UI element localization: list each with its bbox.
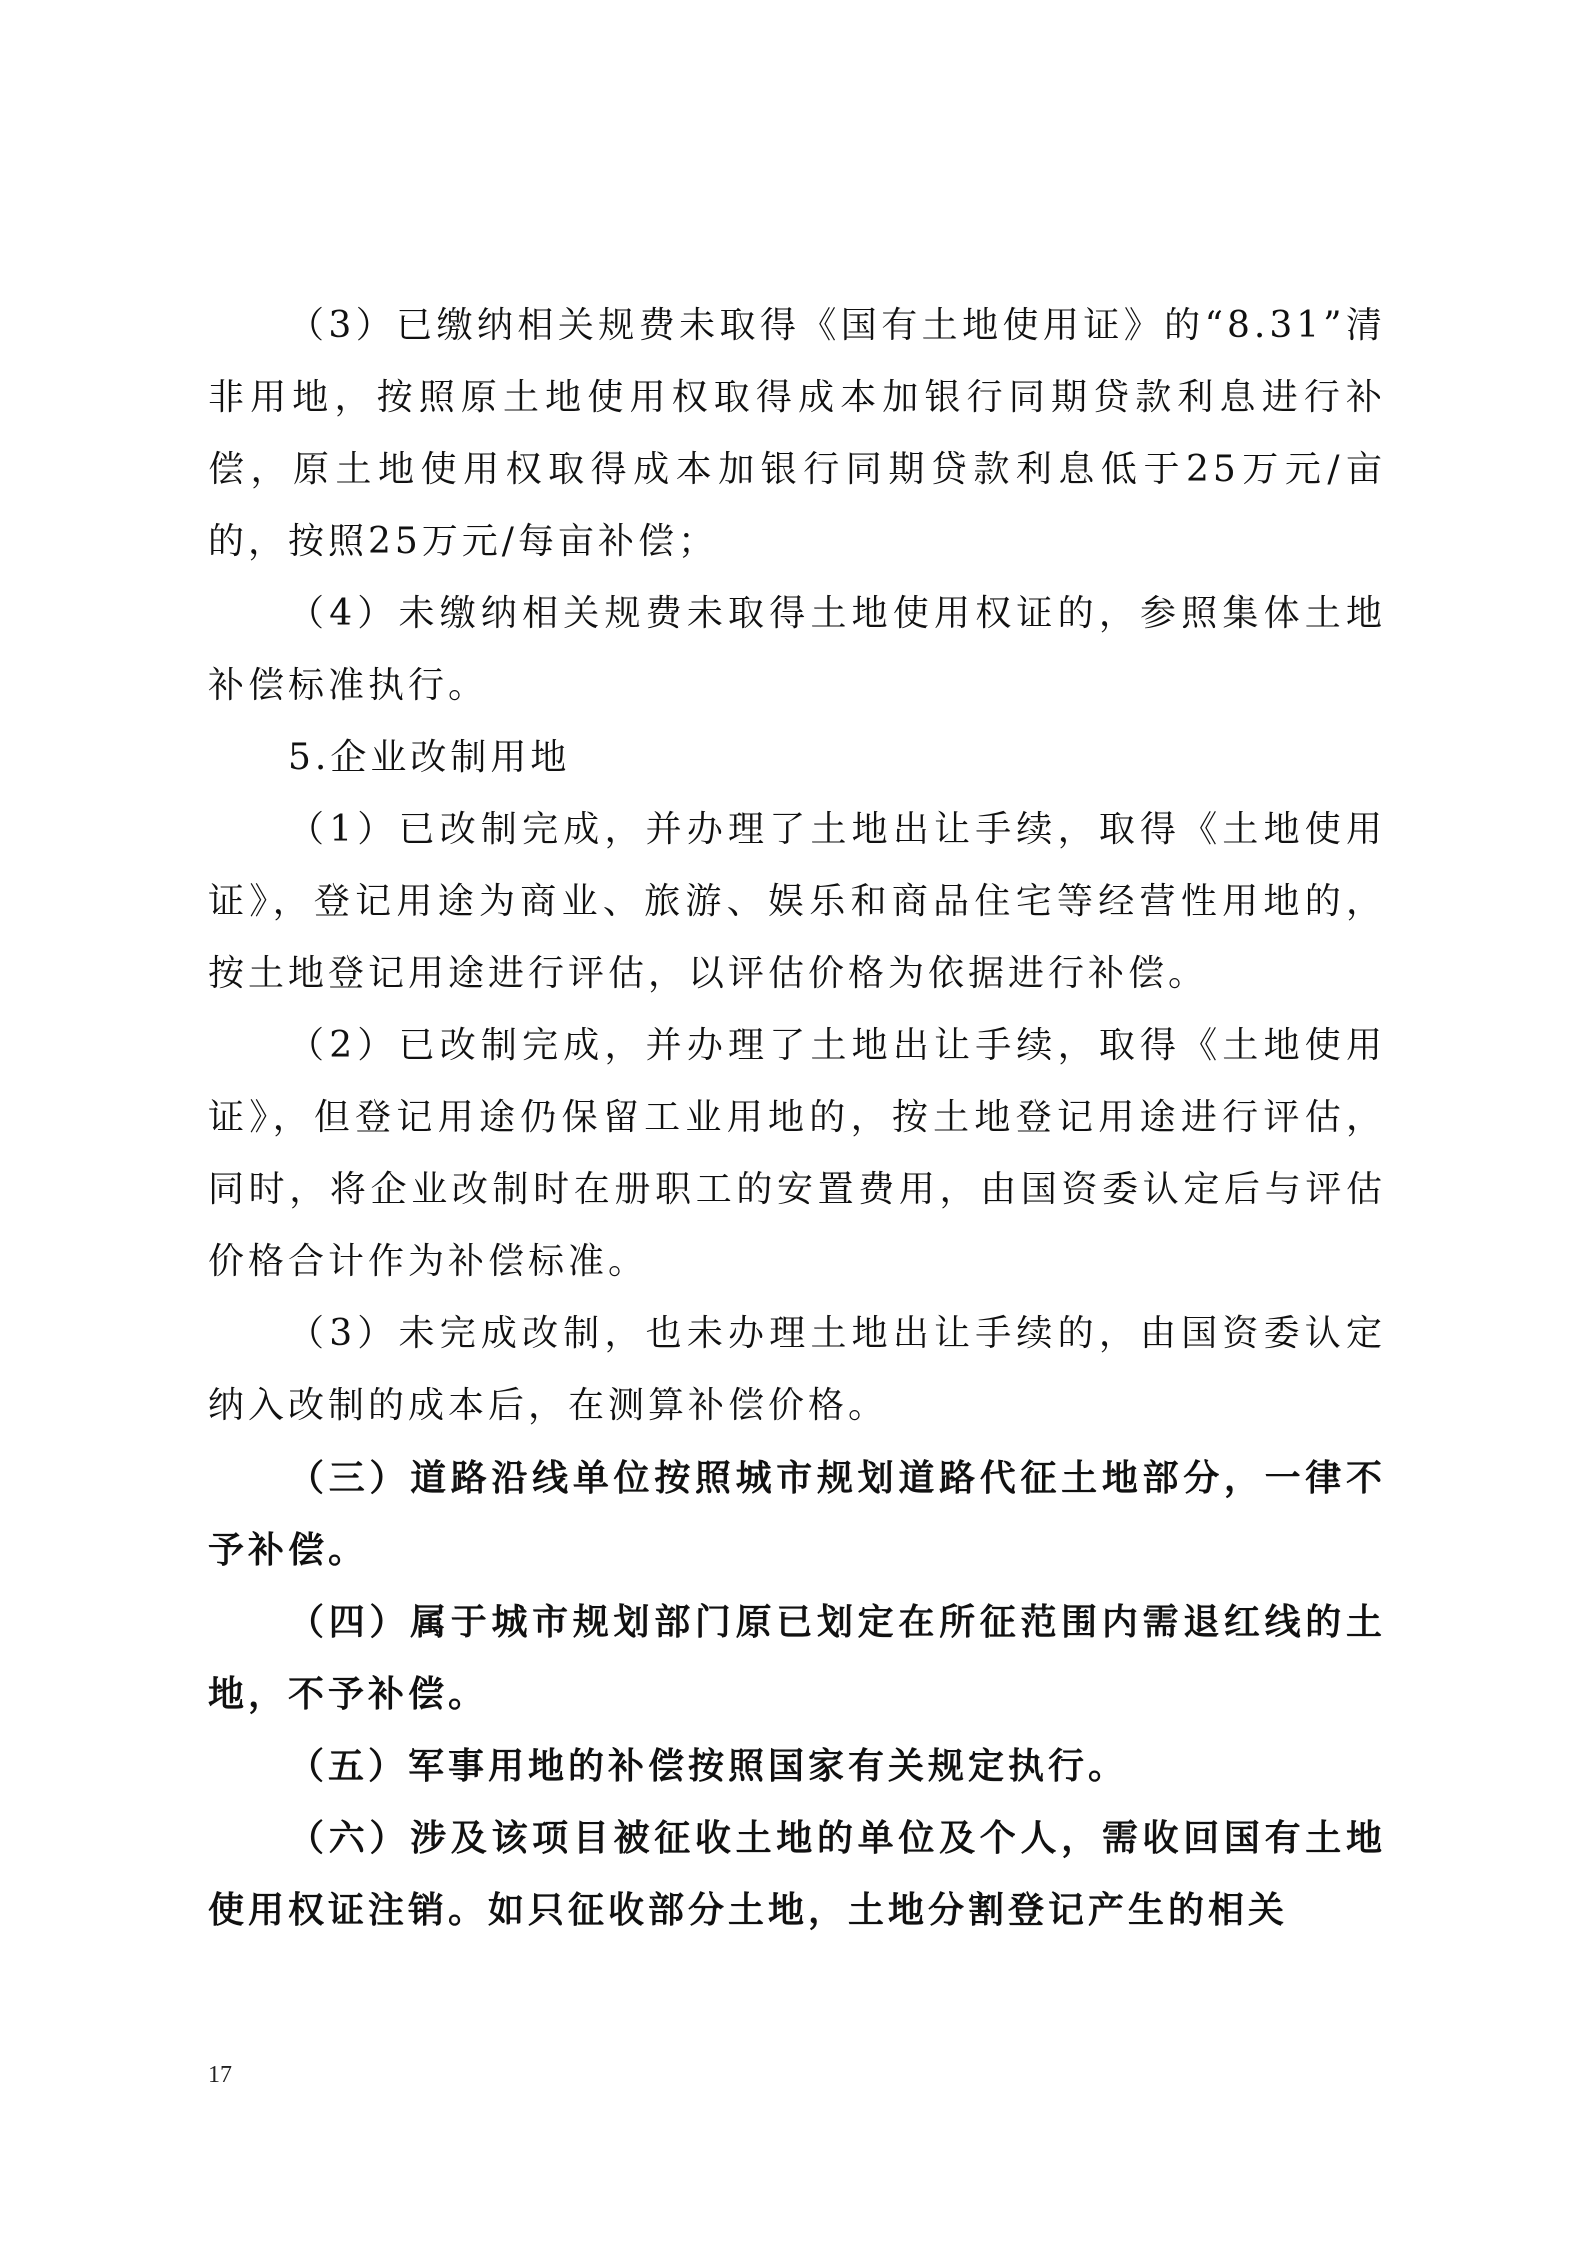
page-number: 17 [208,2062,232,2088]
paragraph-item-5-military: （五）军事用地的补偿按照国家有关规定执行。 [288,1745,1129,1787]
paragraph-state-land-4: （4）未缴纳相关规费未取得土地使用权证的，参照集体土地补偿标准执行。 [208,593,1386,706]
paragraph-state-land-3: （3）已缴纳相关规费未取得《国有土地使用证》的“8.31”清非用地，按照原土地使用权取得成本加银行同期贷款利息进行补偿，原土地使用权取得成本加银行同期贷款利息低于25万元/亩的，按照25万元/每亩补偿； [208,305,1386,562]
paragraph-item-6-certificate: （六）涉及该项目被征收土地的单位及个人，需收回国有土地使用权证注销。如只征收部分土地，土地分割登记产生的相关 [208,1817,1386,1931]
paragraph-restructuring-2: （2）已改制完成，并办理了土地出让手续，取得《土地使用证》，但登记用途仍保留工业用地的，按土地登记用途进行评估，同时，将企业改制时在册职工的安置费用，由国资委认定后与评估价格合计作为补偿标准。 [208,1025,1386,1282]
paragraph-restructuring-3: （3）未完成改制，也未办理土地出让手续的，由国资委认定纳入改制的成本后，在测算补偿价格。 [208,1313,1386,1426]
body-text [208,290,1386,1946]
section-heading-enterprise-restructuring: 5.企业改制用地 [288,737,571,778]
paragraph-restructuring-1: （1）已改制完成，并办理了土地出让手续，取得《土地使用证》，登记用途为商业、旅游、娱乐和商品住宅等经营性用地的，按土地登记用途进行评估，以评估价格为依据进行补偿。 [208,809,1386,994]
paragraph-item-4-red-line: （四）属于城市规划部门原已划定在所征范围内需退红线的土地，不予补偿。 [208,1601,1386,1715]
paragraph-item-3-road: （三）道路沿线单位按照城市规划道路代征土地部分，一律不予补偿。 [208,1457,1386,1571]
